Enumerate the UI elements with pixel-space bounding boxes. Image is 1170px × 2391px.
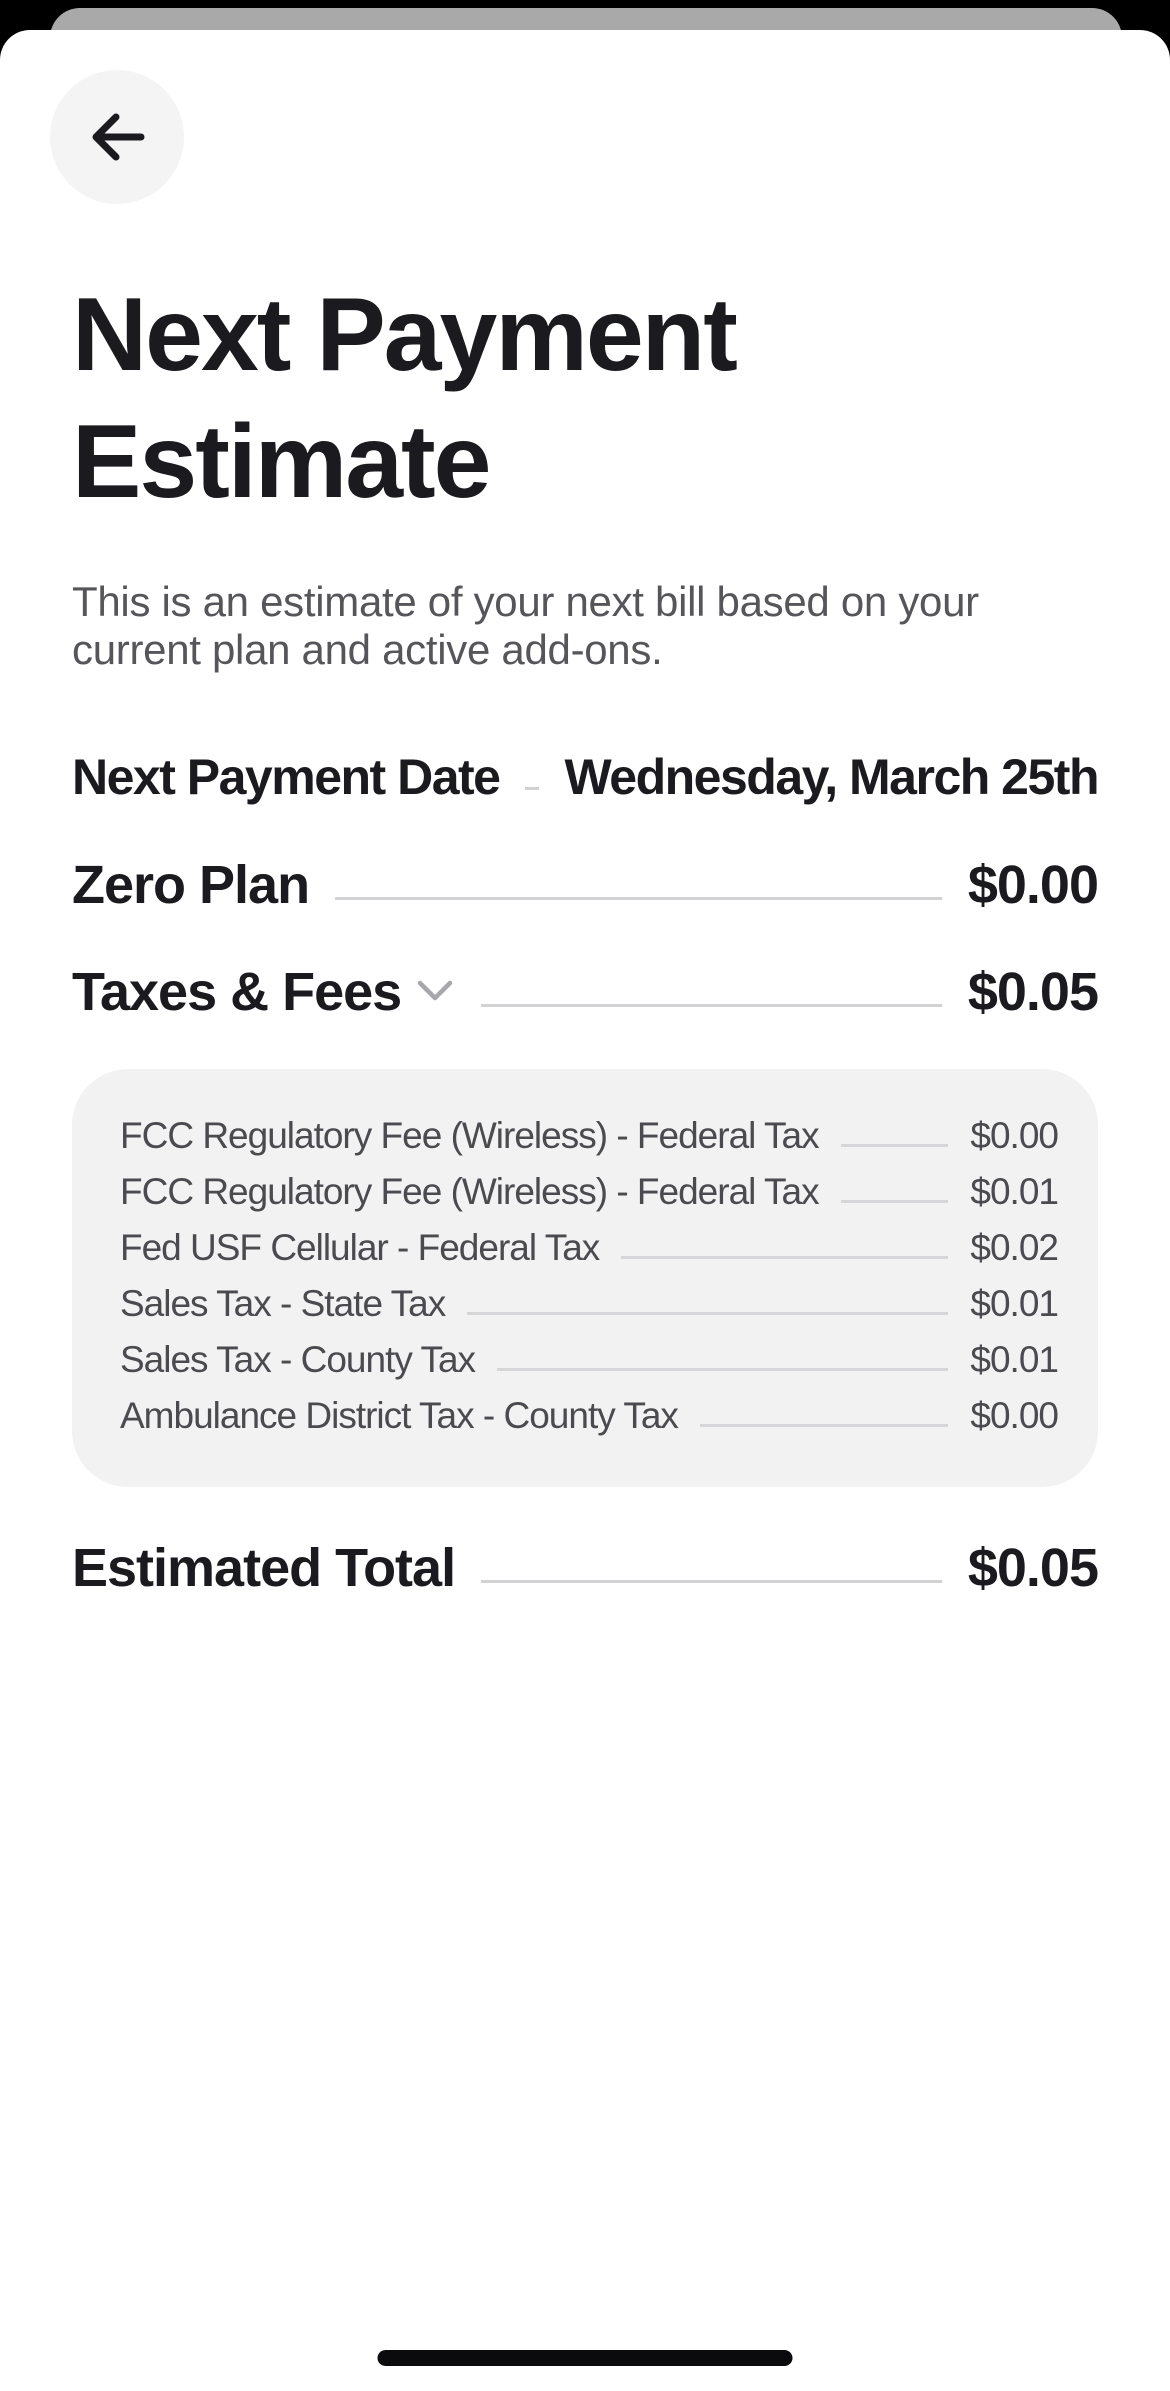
tax-line-item-label: Sales Tax - County Tax [120,1339,476,1380]
chevron-down-icon[interactable] [415,979,455,1003]
plan-label: Zero Plan [72,855,310,915]
leader-line [481,1004,942,1007]
tax-line-item-value: $0.00 [970,1115,1058,1156]
leader-line [467,1312,948,1315]
leader-line [700,1424,948,1427]
estimated-total-row [72,1538,1098,1598]
tax-line-item-value: $0.01 [970,1171,1058,1212]
leader-line [497,1368,948,1371]
leader-line [525,787,538,790]
tax-line-item-label: FCC Regulatory Fee (Wireless) - Federal Tax [120,1171,819,1212]
tax-line-item-label: FCC Regulatory Fee (Wireless) - Federal Tax [120,1115,819,1156]
tax-line-item [120,1276,1058,1332]
plan-value: $0.00 [967,855,1098,915]
taxes-fees-row[interactable] [72,962,1098,1022]
home-indicator[interactable] [378,2350,793,2366]
tax-line-item-label: Sales Tax - State Tax [120,1283,446,1324]
tax-line-item-label: Fed USF Cellular - Federal Tax [120,1227,600,1268]
leader-line [841,1200,949,1203]
tax-line-item-value: $0.02 [970,1227,1058,1268]
plan-row [72,855,1098,915]
back-button[interactable] [50,70,184,204]
tax-line-item [120,1388,1058,1444]
tax-line-item-value: $0.01 [970,1283,1058,1324]
sheet-content [0,272,1170,1598]
tax-line-item-value: $0.01 [970,1339,1058,1380]
next-payment-date-value: Wednesday, March 25th [564,749,1098,805]
tax-breakdown-card [72,1069,1098,1487]
leader-line [335,897,942,900]
page-subtitle: This is an estimate of your next bill based on your current plan and active add-ons. [72,578,979,673]
tax-line-item [120,1220,1058,1276]
leader-line [841,1144,949,1147]
estimated-total-label: Estimated Total [72,1538,456,1598]
tax-line-item-value: $0.00 [970,1395,1058,1436]
tax-line-item-label: Ambulance District Tax - County Tax [120,1395,678,1436]
next-payment-date-row [72,749,1098,805]
taxes-fees-value: $0.05 [967,962,1098,1022]
back-arrow-icon [84,104,150,170]
next-payment-date-label: Next Payment Date [72,749,500,805]
leader-line [481,1580,942,1583]
taxes-fees-label: Taxes & Fees [72,962,402,1022]
leader-line [621,1256,948,1259]
estimated-total-value: $0.05 [967,1538,1098,1598]
tax-line-item [120,1164,1058,1220]
payment-estimate-sheet [0,30,1170,2391]
tax-line-item [120,1108,1058,1164]
page-title: Next Payment Estimate [72,277,736,520]
tax-line-item [120,1332,1058,1388]
